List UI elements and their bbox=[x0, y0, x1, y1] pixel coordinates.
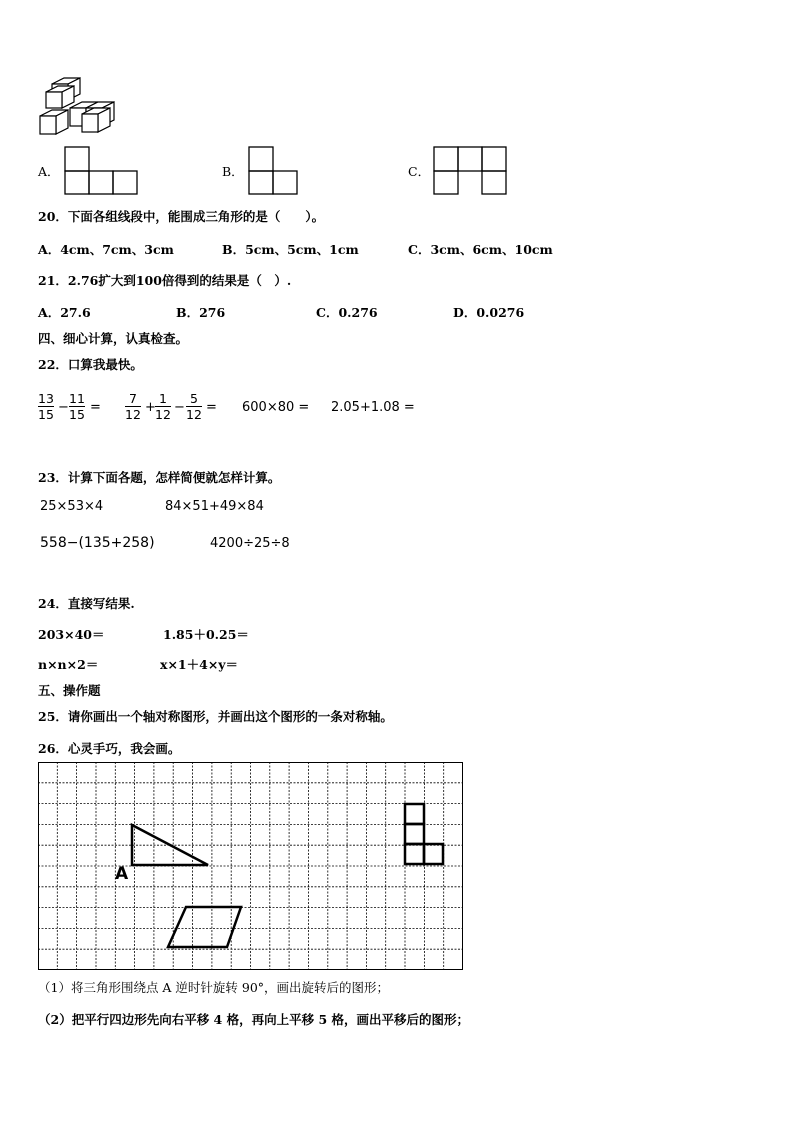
q23-expression-2: 84×51+49×84 bbox=[165, 499, 264, 514]
q20-option-a: A．4cm、7cm、3cm bbox=[38, 242, 174, 257]
q26-stem: 26．心灵手巧，我会画。 bbox=[38, 741, 181, 756]
q21-option-a: A．27.6 bbox=[38, 305, 91, 320]
q26-step-2: （2）把平行四边形先向右平移 4 格，再向上平移 5 格，画出平移后的图形； bbox=[38, 1012, 470, 1027]
q20-stem: 20．下面各组线段中，能围成三角形的是（ ）。 bbox=[38, 209, 325, 224]
point-a-label: A bbox=[115, 864, 129, 884]
q24-stem: 24．直接写结果. bbox=[38, 596, 135, 611]
fraction-7-12: 7 12 bbox=[125, 391, 141, 422]
q25-stem: 25．请你画出一个轴对称图形，并画出这个图形的一条对称轴。 bbox=[38, 709, 393, 724]
q23-expression-3: 558−(135+258) bbox=[40, 535, 155, 551]
minus-sign: − bbox=[58, 400, 69, 415]
q26-step-1: （1）将三角形围绕点 A 逆时针旋转 90°，画出旋转后的图形； bbox=[38, 980, 390, 995]
plus-sign: + bbox=[145, 400, 156, 415]
equals-sign: = bbox=[90, 400, 101, 415]
q22-stem: 22．口算我最快。 bbox=[38, 357, 143, 372]
q21-option-c: C．0.276 bbox=[316, 305, 378, 320]
q21-option-d: D．0.0276 bbox=[453, 305, 525, 320]
minus-sign: − bbox=[174, 400, 185, 415]
equals-sign: = bbox=[206, 400, 217, 415]
fraction-1-12: 1 12 bbox=[155, 391, 171, 422]
parallelogram-shape bbox=[168, 907, 241, 947]
q24-expression-1: 203×40＝ bbox=[38, 627, 105, 642]
q22-expression-3: 600×80 = bbox=[242, 400, 310, 415]
option-b-label: B． bbox=[222, 164, 244, 179]
section-five-heading: 五、操作题 bbox=[38, 683, 101, 698]
q21-option-b: B．276 bbox=[176, 305, 226, 320]
drawing-grid bbox=[38, 762, 464, 972]
l-shape bbox=[405, 804, 443, 864]
q24-expression-3: n×n×2＝ bbox=[38, 657, 99, 672]
option-a-view bbox=[64, 146, 138, 196]
q23-stem: 23．计算下面各题，怎样简便就怎样计算。 bbox=[38, 470, 281, 485]
q21-stem: 21．2.76扩大到100倍得到的结果是（ ）. bbox=[38, 273, 292, 288]
q20-option-c: C．3cm、6cm、10cm bbox=[408, 242, 553, 257]
option-c-label: C． bbox=[408, 164, 431, 179]
q24-expression-4: x×1＋4×y＝ bbox=[160, 657, 239, 672]
q23-expression-1: 25×53×4 bbox=[40, 499, 104, 514]
q23-expression-4: 4200÷25÷8 bbox=[210, 536, 290, 551]
q20-option-b: B．5cm、5cm、1cm bbox=[222, 242, 359, 257]
option-b-view bbox=[248, 146, 298, 196]
q22-expression-4: 2.05+1.08 = bbox=[331, 400, 415, 415]
cube-stack-figure bbox=[36, 74, 126, 140]
section-four-heading: 四、细心计算，认真检查。 bbox=[38, 331, 189, 346]
fraction-13-15: 13 15 bbox=[38, 391, 54, 422]
fraction-5-12: 5 12 bbox=[186, 391, 202, 422]
fraction-11-15: 11 15 bbox=[69, 391, 85, 422]
q24-expression-2: 1.85＋0.25＝ bbox=[163, 627, 249, 642]
option-a-label: A． bbox=[38, 164, 60, 179]
option-c-view bbox=[433, 146, 507, 196]
